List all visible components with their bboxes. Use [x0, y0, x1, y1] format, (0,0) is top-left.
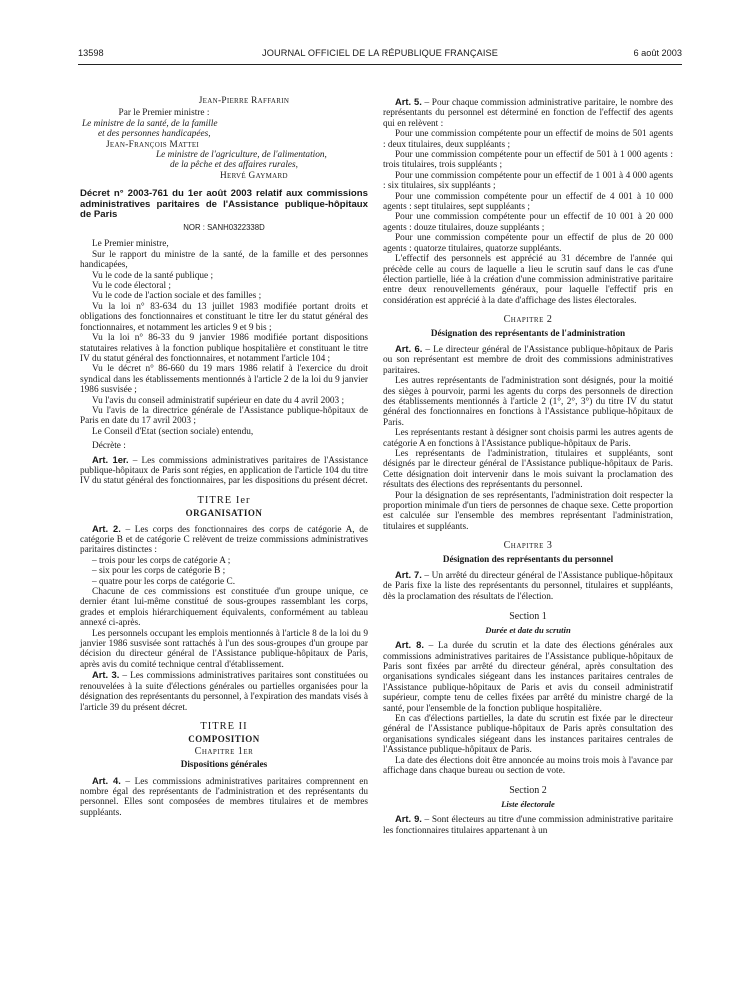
- title-subheading: COMPOSITION: [188, 734, 260, 745]
- article-3: Art. 3. – Les commissions administratives paritaires sont constituées ou renouvelées à la suite d'élections générales ou partielles organisées pour la désignation des représentants du personnel, à l'expiration des mandats visés à l'article 39 du présent décret.: [80, 669, 368, 713]
- right-column: [383, 97, 673, 836]
- paragraph: Vu la loi n° 83-634 du 13 juillet 1983 modifiée portant droits et obligations des fonctionnaires et constituant le titre Ier du statut général des fonctionnaires, et notamment les articles 9 et 9 bis ;: [80, 301, 368, 333]
- decree-title: Décret n° 2003-761 du 1er août 2003 relatif aux commissions administratives paritaires de l'Assistance publique-hôpitaux de Paris: [80, 188, 368, 221]
- article-label: Art. 5.: [395, 96, 422, 107]
- paragraph: Le Conseil d'Etat (section sociale) entendu,: [92, 426, 254, 437]
- paragraph: Les représentants de l'administration, titulaires et suppléants, sont désignés par le directeur général de l'Assistance publique-hôpitaux de Paris. Cette désignation doit intervenir dans le mois suivant la proclamation des résultats des élections des représentants du personnel.: [383, 449, 673, 491]
- paragraph: Sur le rapport du ministre de la santé, de la famille et des personnes handicapées,: [80, 249, 368, 271]
- list-item: Pour une commission compétente pour un effectif de 10 001 à 20 000 agents : douze titulaires, douze suppléants ;: [383, 212, 673, 233]
- section-heading: Section 2: [509, 785, 547, 797]
- paragraph: Vu la loi n° 86-33 du 9 janvier 1986 modifiée portant dispositions statutaires relatives à la fonction publique hospitalière et constituant le titre IV du statut général des fonctionnaires, et notamment l'article 104 ;: [80, 333, 368, 364]
- article-6: Art. 6. – Le directeur général de l'Assistance publique-hôpitaux de Paris ou son représentant est membre de droit des commissions administratives paritaires.: [383, 342, 673, 376]
- list-item: Pour une commission compétente pour un effectif de plus de 20 000 agents : quatorze titulaires, quatorze suppléants.: [383, 233, 673, 254]
- list-item: – quatre pour les corps de catégorie C.: [92, 576, 236, 587]
- paragraph: Vu le code de la santé publique ;: [92, 270, 214, 281]
- paragraph: Vu l'avis du conseil administratif supérieur en date du 4 avril 2003 ;: [92, 395, 345, 406]
- signature-role-health-b: et des personnes handicapées,: [98, 129, 211, 140]
- issue-date: 6 août 2003: [633, 48, 682, 58]
- article-7: Art. 7. – Un arrêté du directeur général de l'Assistance publique-hôpitaux de Paris fixe la liste des représentants du personnel, titulaires et suppléants, dès la proclamation des résultats de l'élection.: [383, 569, 673, 602]
- paragraph: Chacune de ces commissions est constituée d'un groupe unique, ce dernier étant lui-même constitué de sous-groupes rassemblant les corps, grades et emplois hiérarchiquement équivalents, conformément au tableau annexé ci-après.: [80, 587, 368, 629]
- paragraph: Pour la désignation de ses représentants, l'administration doit respecter la proportion minimale d'un tiers de personnes de chaque sexe. Cette proportion est calculée sur l'ensemble des membres représentant l'administration, titulaires et suppléants.: [383, 490, 673, 532]
- decrete: Décrète :: [92, 441, 126, 452]
- article-label: Art. 9.: [395, 813, 422, 825]
- page-number: 13598: [78, 48, 104, 58]
- title-heading: TITRE Ier: [197, 494, 251, 506]
- article-label: Art. 8.: [395, 639, 424, 651]
- left-column: [80, 96, 368, 818]
- paragraph: Le Premier ministre,: [92, 239, 169, 250]
- paragraph: Vu l'avis de la directrice générale de l'Assistance publique-hôpitaux de Paris en date du 17 avril 2003 ;: [80, 405, 368, 427]
- chapter-subheading: Désignation des représentants de l'administration: [430, 327, 626, 338]
- paragraph: Les représentants restant à désigner sont choisis parmi les autres agents de catégorie A en fonctions à l'Assistance publique-hôpitaux de Paris.: [383, 428, 673, 449]
- article-2: Art. 2. – Les corps des fonctionnaires des corps de catégorie A, de catégorie B et de catégorie C relèvent de treize commissions administratives paritaires distinctes :: [80, 522, 368, 556]
- article-label: Art. 6.: [395, 342, 423, 354]
- article-1: Art. 1er. – Les commissions administratives paritaires de l'Assistance publique-hôpitaux de Paris sont régies, en application de l'article 104 du titre IV du statut général des fonctionnaires, par les dispositions du présent décret.: [80, 453, 368, 487]
- list-item: Pour une commission compétente pour un effectif de 501 à 1 000 agents : trois titulaires, trois suppléants ;: [383, 150, 673, 171]
- chapter-heading: Chapitre 3: [503, 540, 553, 552]
- paragraph: La date des élections doit être annoncée au moins trois mois à l'avance par affichage dans chaque bureau ou section de vote.: [383, 755, 673, 776]
- chapter-heading: Chapitre 2: [503, 314, 553, 326]
- signature-health-minister: Jean-François Mattei: [106, 139, 200, 150]
- signature-agri-minister: Hervé Gaymard: [220, 170, 288, 181]
- article-5: Art. 5. – Pour chaque commission administrative paritaire, le nombre des représentants du personnel est déterminé en fonction de l'effectif des agents qui en relèvent :: [383, 96, 673, 129]
- list-item: Pour une commission compétente pour un effectif de moins de 501 agents : deux titulaires, deux suppléants ;: [383, 129, 673, 150]
- section-subheading: Durée et date du scrutin: [485, 624, 571, 635]
- article-label: Art. 1er.: [92, 453, 129, 465]
- page-header: [78, 48, 682, 62]
- list-item: – trois pour les corps de catégorie A ;: [92, 555, 231, 566]
- header-rule: [78, 64, 682, 65]
- paragraph: Vu le code de l'action sociale et des familles ;: [92, 291, 262, 302]
- article-label: Art. 2.: [92, 522, 121, 534]
- section-subheading: Liste électorale: [501, 798, 555, 809]
- signature-role-health-a: Le ministre de la santé, de la famille: [82, 118, 218, 129]
- signature-role-agri-b: de la pêche et des affaires rurales,: [170, 160, 298, 171]
- title-subheading: ORGANISATION: [185, 508, 263, 519]
- article-label: Art. 3.: [92, 669, 120, 681]
- article-label: Art. 7.: [395, 569, 422, 581]
- paragraph: L'effectif des personnels est apprécié au 31 décembre de l'année qui précède celle au cours de laquelle a lieu le scrutin sauf dans le cas d'une élection partielle, liée à la création d'une commission administrative paritaire entre deux renouvellements généraux, pour laquelle l'effectif pris en considération est apprécié à la date d'affichage des listes électorales.: [383, 254, 673, 306]
- signature-prime-minister: Jean-Pierre Raffarin: [198, 96, 290, 106]
- paragraph: Les personnels occupant les emplois mentionnés à l'article 8 de la loi du 9 janvier 1986 susvisée sont rattachés à l'un des sous-groupes d'un groupe par décision du directeur général de l'Assistance publique-hôpitaux de Paris, après avis du comité technique central d'établissement.: [80, 628, 368, 670]
- article-9: Art. 9. – Sont électeurs au titre d'une commission administrative paritaire les fonctionnaires titulaires appartenant à un: [383, 813, 673, 836]
- paragraph: Les autres représentants de l'administration sont désignés, pour la moitié des sièges à pourvoir, parmi les agents du corps des personnels de direction des établissements mentionnés à l'article 2 (1°, 2°, 3°) du titre IV du statut général des fonctionnaires en fonctions à l'Assistance publique-hôpitaux de Paris.: [383, 376, 673, 428]
- article-8: Art. 8. – La durée du scrutin et la date des élections générales aux commissions administratives paritaires de l'Assistance publique-hôpitaux de Paris sont fixées par arrêté du directeur général, après consultation des organisations syndicales siégeant dans les instances paritaires centrales de l'Assistance publique-hôpitaux de Paris et avis du conseil administratif supérieur, compte tenu de celles fixées par arrêté du ministre chargé de la santé, pour l'ensemble de la fonction publique hospitalière.: [383, 639, 673, 714]
- journal-title: JOURNAL OFFICIEL DE LA RÉPUBLIQUE FRANÇAISE: [262, 48, 498, 58]
- paragraph: En cas d'élections partielles, la date du scrutin est fixée par le directeur général de l'Assistance publique-hôpitaux de Paris après consultation des organisations syndicales siégeant dans les instances paritaires centrales de l'Assistance publique-hôpitaux de Paris.: [383, 713, 673, 756]
- chapter-subheading: Désignation des représentants du personnel: [442, 553, 614, 564]
- article-label: Art. 4.: [92, 774, 121, 786]
- chapter-subheading: Dispositions générales: [180, 759, 268, 770]
- title-heading: TITRE II: [200, 720, 248, 732]
- list-item: Pour une commission compétente pour un effectif de 1 001 à 4 000 agents : six titulaires, six suppléants ;: [383, 170, 673, 192]
- signature-par: Par le Premier ministre :: [118, 108, 210, 119]
- paragraph: Vu le décret n° 86-660 du 19 mars 1986 relatif à l'exercice du droit syndical dans les établissements mentionnés à l'article 2 de la loi du 9 janvier 1986 susvisée ;: [80, 364, 368, 396]
- nor-reference: NOR : SANH0322338D: [183, 223, 265, 233]
- chapter-heading: Chapitre 1er: [194, 745, 254, 757]
- signature-role-agri-a: Le ministre de l'agriculture, de l'alimentation,: [156, 150, 327, 161]
- list-item: Pour une commission compétente pour un effectif de 4 001 à 10 000 agents : sept titulaires, sept suppléants ;: [383, 191, 673, 213]
- list-item: – six pour les corps de catégorie B ;: [92, 566, 226, 577]
- article-4: Art. 4. – Les commissions administratives paritaires comprennent en nombre égal des représentants de l'administration et des représentants du personnel. Elles sont composées de membres titulaires et de membres suppléants.: [80, 774, 369, 818]
- paragraph: Vu le code électoral ;: [92, 281, 171, 292]
- section-heading: Section 1: [509, 611, 547, 623]
